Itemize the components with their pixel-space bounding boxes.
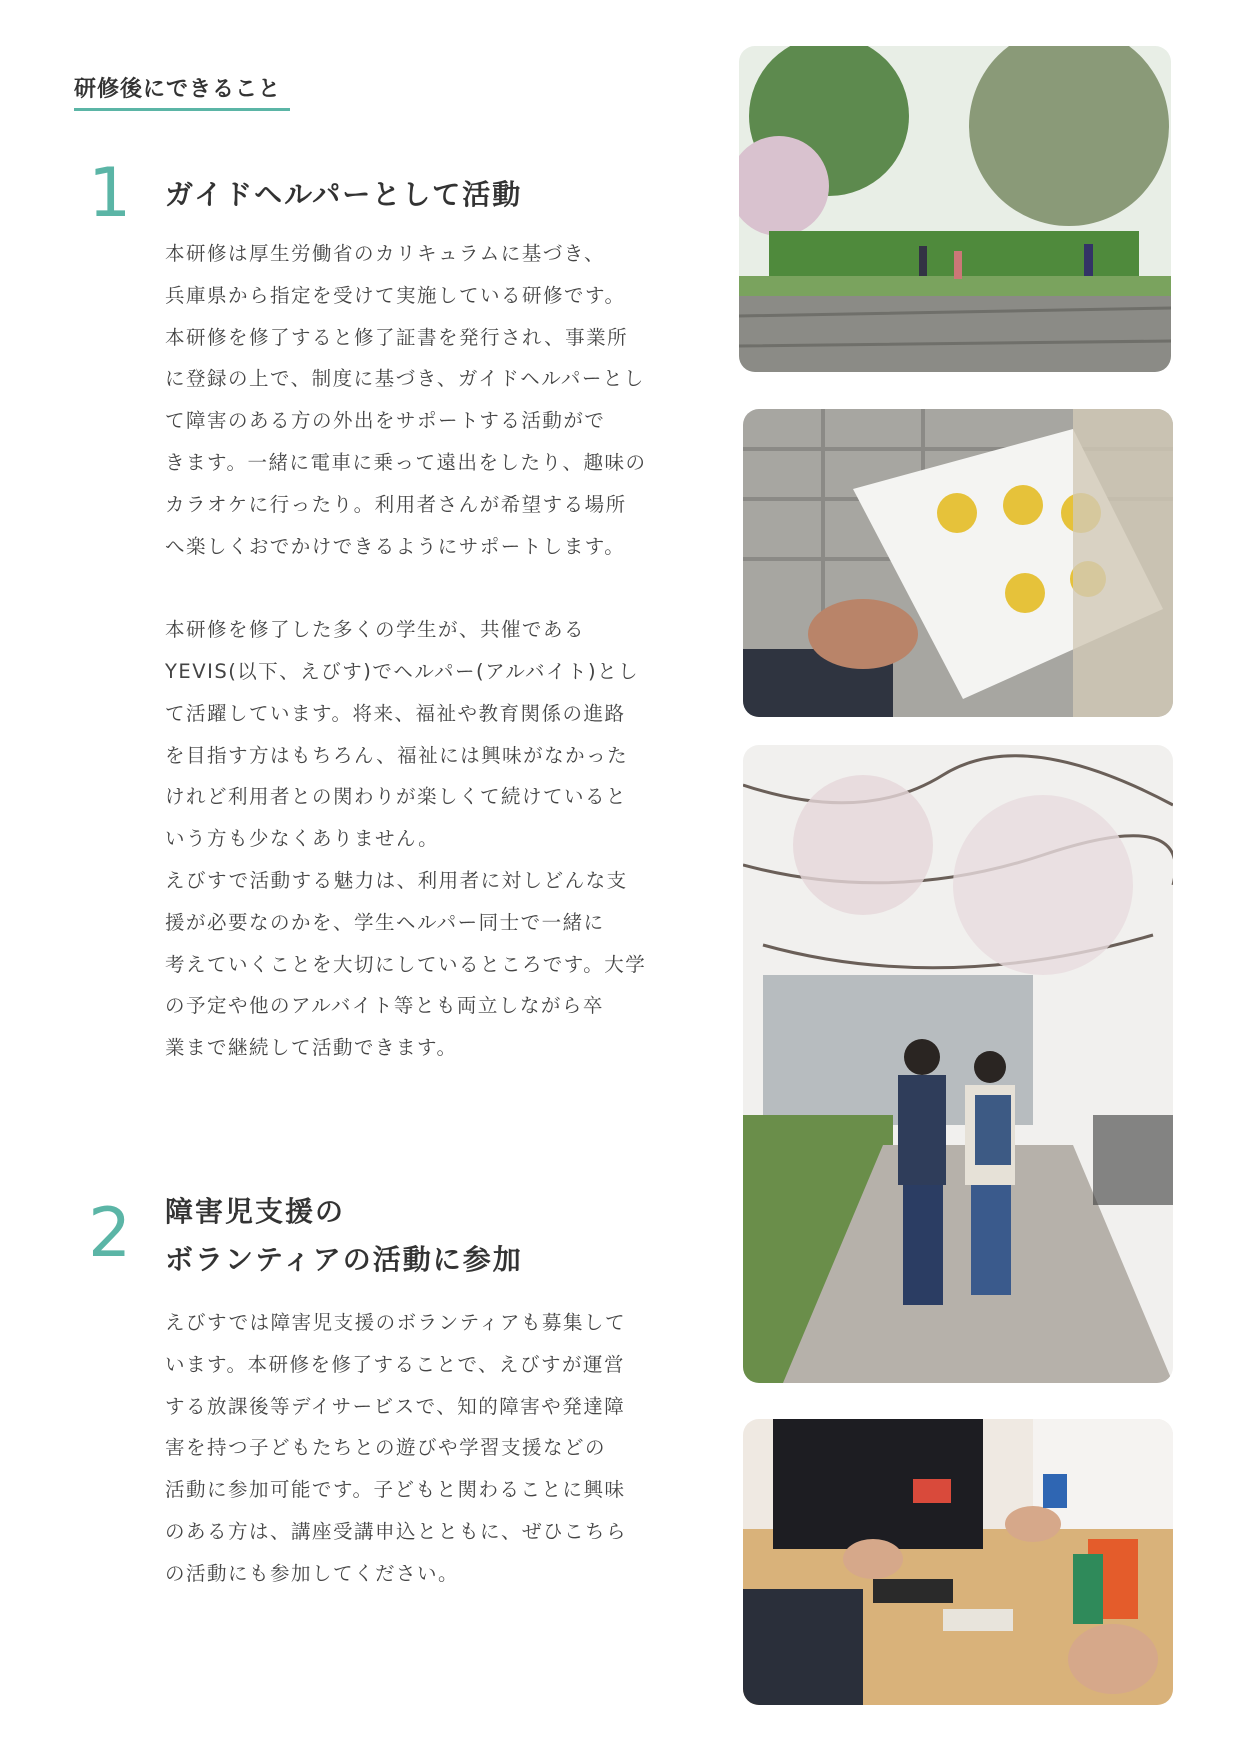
item-heading-2-line-2: ボランティアの活動に参加 <box>165 1243 523 1276</box>
body-line: います。本研修を修了することで、えびすが運営 <box>165 1352 626 1376</box>
body-line: けれど利用者との関わりが楽しくて続けていると <box>165 785 628 809</box>
item-heading-1 <box>165 171 522 219</box>
body-line: の活動にも参加してください。 <box>165 1561 460 1585</box>
body-line: いう方も少なくありません。 <box>165 827 440 851</box>
body-line: へ楽しくおでかけできるようにサポートします。 <box>165 534 626 558</box>
body-line: 考えていくことを大切にしているところです。大学 <box>165 952 647 976</box>
body-line: する放課後等デイサービスで、知的障害や発達障 <box>165 1394 626 1418</box>
body-line: の予定や他のアルバイト等とも両立しながら卒 <box>165 994 604 1018</box>
body-line: きます。一緒に電車に乗って遠出をしたり、趣味の <box>165 450 647 474</box>
body-line: て活躍しています。将来、福祉や教育関係の進路 <box>165 701 626 725</box>
item-number-2: 2 <box>88 1194 132 1273</box>
body-line: 本研修を修了すると修了証書を発行され、事業所 <box>165 325 629 349</box>
body-line: YEVIS(以下、えびす)でヘルパー(アルバイト)とし <box>165 659 640 683</box>
body-line: カラオケに行ったり。利用者さんが希望する場所 <box>165 492 627 516</box>
item-heading-1-line-1: ガイドヘルパーとして活動 <box>165 178 523 211</box>
cherry-blossom-path-photo <box>743 745 1173 1383</box>
body-line: 業まで継続して活動できます。 <box>165 1036 458 1060</box>
park-walk-photo <box>739 46 1171 372</box>
smiley-sketchbook-photo <box>743 409 1173 717</box>
section-label: 研修後にできること <box>74 77 282 102</box>
body-line: て障害のある方の外出をサポートする活動がで <box>165 409 606 433</box>
body-line: 活動に参加可能です。子どもと関わることに興味 <box>165 1478 626 1502</box>
body-line-spacer <box>165 567 660 609</box>
body-line: えびすで活動する魅力は、利用者に対しどんな支 <box>165 868 628 892</box>
body-line: 本研修は厚生労働省のカリキュラムに基づき、 <box>165 242 606 265</box>
body-line: を目指す方はもちろん、福祉には興味がなかった <box>165 743 629 767</box>
body-line: えびすでは障害児支援のボランティアも募集して <box>165 1311 627 1334</box>
body-line: のある方は、講座受講申込とともに、ぜひこちら <box>165 1519 628 1543</box>
item-number-1: 1 <box>88 154 132 233</box>
item-heading-2-line-1: 障害児支援の <box>165 1195 346 1228</box>
item-body-1 <box>165 233 660 1069</box>
body-line: 兵庫県から指定を受けて実施している研修です。 <box>165 283 626 307</box>
body-line: 援が必要なのかを、学生ヘルパー同士で一緒に <box>165 910 605 934</box>
section-underline <box>74 108 290 111</box>
body-line: 害を持つ子どもたちとの遊びや学習支援などの <box>165 1436 607 1460</box>
body-line: に登録の上で、制度に基づき、ガイドヘルパーとし <box>165 367 645 391</box>
body-line: 本研修を修了した多くの学生が、共催である <box>165 618 586 642</box>
item-heading-2 <box>165 1188 523 1284</box>
item-body-2 <box>165 1302 660 1595</box>
card-game-photo <box>743 1419 1173 1705</box>
